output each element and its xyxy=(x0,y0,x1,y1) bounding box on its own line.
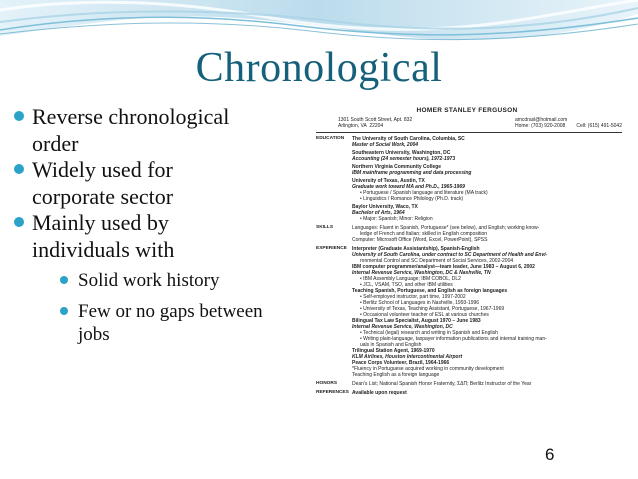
resume-line: • Linguistics / Romance Philology (Ph.D. track) xyxy=(360,196,464,202)
resume-sample-image xyxy=(308,98,626,450)
resume-section xyxy=(308,381,626,387)
resume-contact-phone-email xyxy=(515,117,622,129)
sub-bullet-text-line: Few or no gaps between xyxy=(78,301,263,322)
resume-line: University of Texas, Austin, TX xyxy=(352,178,425,184)
resume-line: Master of Social Work, 2004 xyxy=(352,142,419,148)
bullet-text-line: individuals with xyxy=(32,236,175,262)
bullet-text-line: Widely used for xyxy=(32,157,173,182)
resume-section xyxy=(308,246,626,378)
bullet-icon xyxy=(14,217,24,227)
sub-bullet-icon xyxy=(60,307,68,315)
resume-line: ledge of French and Italian; skilled in English composition xyxy=(360,231,488,237)
resume-line: Accounting (24 semester hours), 1972-1973 xyxy=(352,156,456,162)
resume-section xyxy=(308,136,626,222)
bullet-text-line: corporate sector xyxy=(32,183,174,209)
resume-line: Computer: Microsoft Office (Word, Excel, PowerPoint), SPSS xyxy=(352,237,488,243)
bullet-item xyxy=(14,157,314,210)
resume-line: • Occasional volunteer teacher of ESL at various churches xyxy=(360,312,489,318)
resume-contact-line: Home: (703) 920-2008 Cell: (615) 491-5042 xyxy=(514,123,622,129)
sub-bullet-item xyxy=(54,269,314,292)
resume-line: Northern Virginia Community College xyxy=(352,164,442,170)
resume-line: • IBM Assembly Language; IBM COBOL, DL2 xyxy=(360,276,461,282)
resume-line: Internal Revenue Service, Washington, DC xyxy=(352,324,453,330)
resume-line: • Major: Spanish; Minor: Religion xyxy=(360,216,433,222)
resume-sections xyxy=(308,136,626,396)
bullet-list xyxy=(14,104,314,346)
sub-bullet-icon xyxy=(60,276,68,284)
resume-section-body xyxy=(352,381,626,387)
resume-section-body xyxy=(352,390,626,396)
resume-line: ronmental Control and SC Department of Social Services, 2002-2004 xyxy=(360,258,514,264)
slide-title: Chronological xyxy=(195,45,443,91)
resume-line: • JCL, VSAM, TSO, and other IBM utilities xyxy=(360,282,453,288)
bullet-text-line: Reverse chronological xyxy=(32,104,230,129)
resume-line: • Writing plain-language, taxpayer information publications and internal training man- xyxy=(360,336,547,342)
resume-line: *Fluency in Portuguese acquired working in community development xyxy=(352,366,504,372)
resume-section-label: REFERENCES xyxy=(316,390,349,395)
resume-line: Languages: Fluent in Spanish, Portuguese* (see below), and English; working know- xyxy=(352,225,540,231)
resume-divider xyxy=(316,132,622,133)
resume-contact-line: amcdrasl@hotmail.com xyxy=(514,117,568,123)
resume-section-body xyxy=(352,225,626,243)
resume-line: Available upon request xyxy=(352,390,407,396)
resume-line: Southeastern University, Washington, DC xyxy=(352,150,451,156)
resume-section-body xyxy=(352,136,626,222)
resume-contact xyxy=(308,117,626,129)
resume-line: • University of Texas, Teaching Assistant, Portuguese, 1967-1969 xyxy=(360,306,505,312)
resume-line: Bachelor of Arts, 1964 xyxy=(352,210,405,216)
resume-line: Graduate work toward MA and Ph.D., 1965-1969 xyxy=(352,184,465,190)
resume-line: Teaching Spanish, Portuguese, and English as foreign languages xyxy=(352,288,508,294)
bullet-item xyxy=(14,104,314,157)
resume-line: Bilingual Tax Law Specialist, August 1970 – June 1983 xyxy=(352,318,481,324)
resume-section-label: SKILLS xyxy=(316,225,334,230)
bullet-icon xyxy=(14,111,24,121)
resume-line: • Self-employed instructor, part time, 1997-2002 xyxy=(360,294,466,300)
resume-line: • Berlitz School of Languages in Nashville, 1993-1996 xyxy=(360,300,480,306)
resume-line: IBM mainframe programming and data processing xyxy=(352,170,472,176)
resume-contact-line: 1301 South Scott Street, Apt. 832 xyxy=(338,117,413,123)
sub-bullet-text-line: Solid work history xyxy=(78,270,220,291)
sub-bullet-list xyxy=(14,269,314,346)
page-number: 6 xyxy=(545,445,555,464)
resume-line: Interpreter (Graduate Assistantship), Spanish-English xyxy=(352,246,480,252)
sub-bullet-text-line: jobs xyxy=(78,324,110,345)
resume-name: HOMER STANLEY FERGUSON xyxy=(416,107,518,114)
resume-line: The University of South Carolina, Columbia, SC xyxy=(352,136,465,142)
bullet-icon xyxy=(14,164,24,174)
resume-line: Teaching English as a foreign language xyxy=(352,372,440,378)
resume-line: IBM computer programmer/analyst—team leader, June 1983 – August 6, 2002 xyxy=(352,264,535,270)
resume-line: Dean's List; National Spanish Honor Fraternity, ΣΔΠ; Berlitz Instructor of the Year xyxy=(352,381,532,387)
bullet-text-line: Mainly used by xyxy=(32,210,169,235)
resume-section-label: HONORS xyxy=(316,381,338,386)
sub-bullet-item xyxy=(54,300,314,346)
resume-line: • Portuguese / Spanish language and literature (MA track) xyxy=(360,190,488,196)
resume-line: Baylor University, Waco, TX xyxy=(352,204,418,210)
resume-line: Peace Corps Volunteer, Brazil, 1964-1966 xyxy=(352,360,450,366)
resume-section-label: EXPERIENCE xyxy=(316,246,347,251)
resume-line: • Technical (legal) research and writing in Spanish and English xyxy=(360,330,498,336)
bullet-text-line: order xyxy=(32,130,79,156)
resume-section xyxy=(308,390,626,396)
bullet-item xyxy=(14,210,314,263)
resume-line: uals in Spanish and English xyxy=(360,342,422,348)
resume-line: University of South Carolina, under contract to SC Department of Health and Envi- xyxy=(352,252,548,258)
resume-line: Internal Revenue Service, Washington, DC & Nashville, TN xyxy=(352,270,491,276)
resume-section xyxy=(308,225,626,243)
resume-line: KLM Airlines, Houston Intercontinental Airport xyxy=(352,354,463,360)
resume-section-label: EDUCATION xyxy=(316,136,345,141)
resume-line: Trilingual Station Agent, 1969-1970 xyxy=(352,348,435,354)
resume-contact-address xyxy=(338,117,412,129)
resume-contact-line: Arlington, VA 22204 xyxy=(338,123,384,129)
resume-section-body xyxy=(352,246,626,378)
